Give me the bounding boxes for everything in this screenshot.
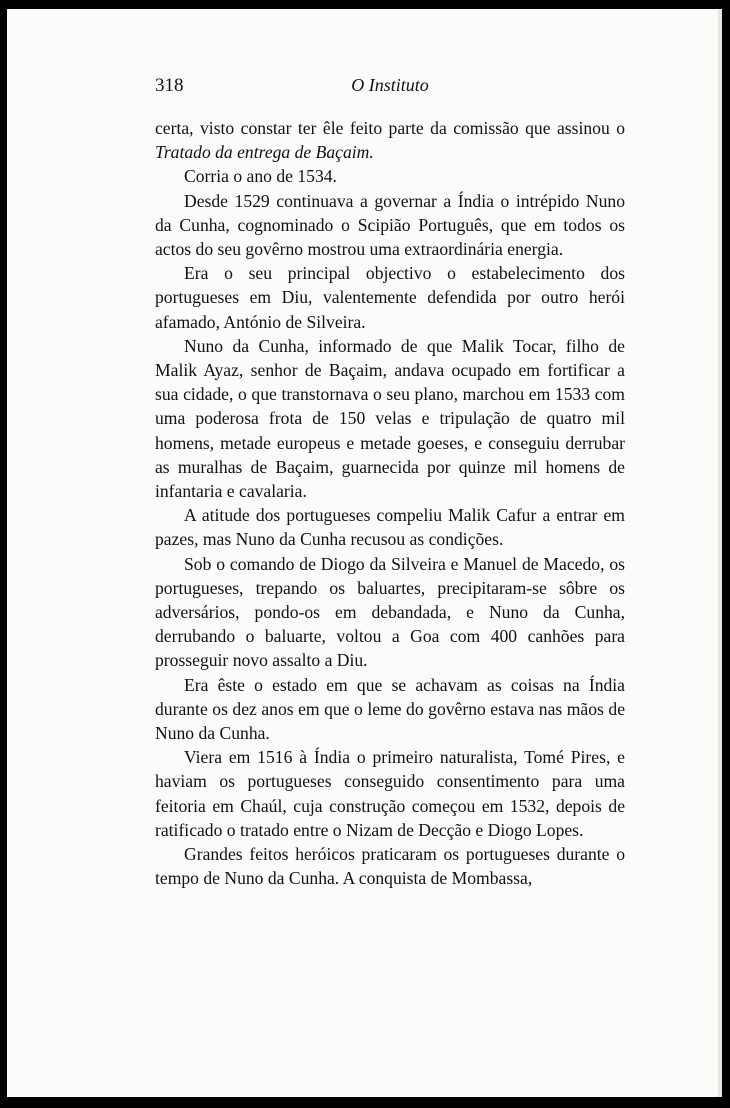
page-edge-shadow (718, 9, 722, 1097)
page-header (155, 75, 625, 97)
paragraph: Sob o comando de Diogo da Silveira e Manuel de Macedo, os portugueses, trepando os baluartes, precipitaram-se sôbre os adversários, pondo-os em debandada, e Nuno da Cunha, derrubando o baluarte, voltou a Goa com 400 canhões para prosseguir novo assalto a Diu. (155, 553, 625, 671)
paragraph: Corria o ano de 1534. (184, 166, 337, 187)
page-number: 318 (155, 75, 184, 96)
running-title: O Instituto (351, 75, 429, 95)
paragraph (155, 116, 625, 164)
treaty-title: Tratado da entrega de Baçaim. (155, 142, 374, 163)
paragraph: Nuno da Cunha, informado de que Malik Tocar, filho de Malik Ayaz, senhor de Baçaim, andava ocupado em fortificar a sua cidade, o que transtornava o seu plano, marchou em 1533 com uma poderosa frota de 150 velas e tripulação de quatro mil homens, metade europeus e metade goeses, e conseguiu derrubar as muralhas de Baçaim, guarnecida por quinze mil homens de infantaria e cavalaria. (155, 335, 625, 502)
paragraph: Desde 1529 continuava a governar a Índia o intrépido Nuno da Cunha, cognominado o Scipião Português, que em todos os actos do seu govêrno mostrou uma extraordinária energia. (155, 190, 625, 260)
paragraph: A atitude dos portugueses compeliu Malik Cafur a entrar em pazes, mas Nuno da Cunha recusou as condições. (155, 505, 625, 550)
paragraph: Era êste o estado em que se achavam as coisas na Índia durante os dez anos em que o leme do govêrno estava nas mãos de Nuno da Cunha. (155, 674, 625, 744)
body-text (155, 116, 625, 891)
paragraph: Era o seu principal objectivo o estabelecimento dos portugueses em Diu, valentemente defendida por outro herói afamado, António de Silveira. (155, 263, 625, 332)
paragraph-text: certa, visto constar ter êle feito parte da comissão que assinou o (155, 118, 625, 138)
paragraph: Viera em 1516 à Índia o primeiro naturalista, Tomé Pires, e haviam os portugueses conseguido consentimento para uma feitoria em Chaúl, cuja construção começou em 1532, depois de ratificado o tratado entre o Nizam de Decção e Diogo Lopes. (155, 747, 625, 840)
paragraph: Grandes feitos heróicos praticaram os portugueses durante o tempo de Nuno da Cunha. A conquista de Mombassa, (155, 844, 625, 889)
